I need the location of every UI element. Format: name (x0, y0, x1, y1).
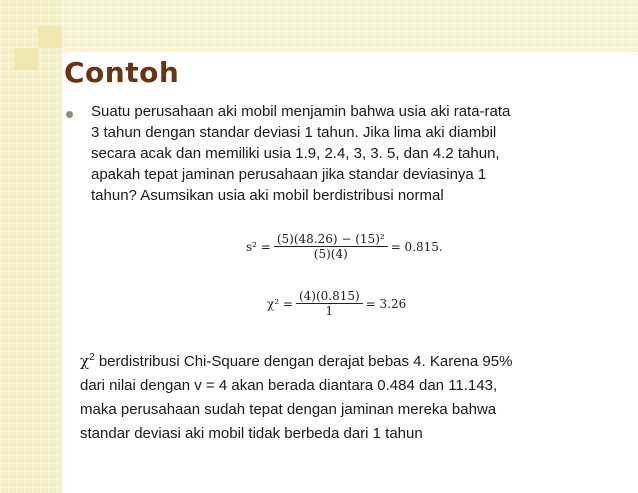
paragraph-line: tahun? Asumsikan usia aki mobil berdistribusi normal (91, 187, 444, 204)
paragraph-line: secara acak dan memiliki usia 1.9, 2.4, 3, 3. 5, dan 4.2 tahun, (91, 145, 500, 162)
band-tile (38, 26, 62, 48)
equation-lhs: χ² = (267, 296, 293, 311)
conclusion-line-rest: berdistribusi Chi-Square dengan derajat bebas 4. Karena 95% (94, 353, 513, 370)
paragraph-line: Suatu perusahaan aki mobil menjamin bahwa usia aki rata-rata (91, 103, 511, 120)
chi-exponent: 2 (89, 352, 95, 363)
equation-denominator: (5)(4) (313, 247, 348, 261)
band-tile (14, 48, 38, 70)
variance-equation (243, 232, 446, 261)
bullet-icon (66, 111, 73, 118)
conclusion-line: maka perusahaan sudah tepat dengan jaminan mereka bahwa (80, 401, 497, 418)
problem-paragraph (91, 101, 561, 206)
equation-numerator: (4)(0.815) (296, 289, 363, 304)
conclusion-line (80, 346, 610, 374)
equation-result: = 0.815. (390, 239, 443, 254)
left-decorative-band (0, 0, 62, 493)
conclusion-line: dari nilai dengan v = 4 akan berada diantara 0.484 dan 11.143, (80, 377, 498, 394)
chi-symbol: χ (80, 352, 90, 370)
equation-numerator: (5)(48.26) − (15)² (274, 232, 388, 247)
conclusion-line: standar deviasi aki mobil tidak berbeda dari 1 tahun (80, 425, 423, 442)
paragraph-line: 3 tahun dengan standar deviasi 1 tahun. Jika lima aki diambil (91, 124, 497, 141)
paragraph-line: apakah tepat jaminan perusahaan jika standar deviasinya 1 (91, 166, 487, 183)
equation-result: = 3.26 (365, 296, 407, 311)
equation-denominator: 1 (325, 304, 334, 318)
header-decorative-band (62, 0, 638, 52)
conclusion-paragraph (80, 346, 610, 446)
chi-square-equation (264, 289, 409, 318)
slide-title: Contoh (64, 56, 180, 89)
equation-lhs: s² = (246, 239, 271, 254)
